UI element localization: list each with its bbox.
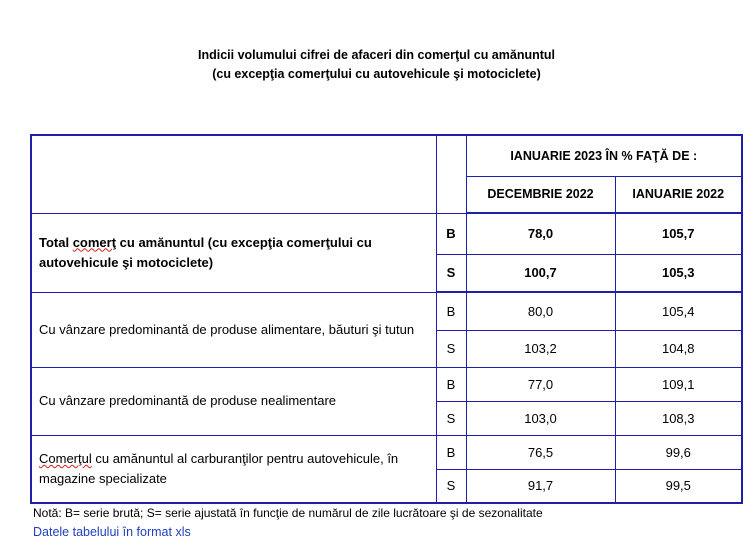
- value-cell: 76,5: [466, 435, 615, 469]
- row-label-nonfood: Cu vânzare predominantă de produse nealimentare: [31, 367, 436, 435]
- series-flag: S: [436, 254, 466, 292]
- value-cell: 105,4: [615, 292, 742, 330]
- value-cell: 78,0: [466, 213, 615, 254]
- series-flag: S: [436, 401, 466, 435]
- series-flag: B: [436, 435, 466, 469]
- value-cell: 99,5: [615, 469, 742, 503]
- value-cell: 108,3: [615, 401, 742, 435]
- value-cell: 91,7: [466, 469, 615, 503]
- value-cell: 77,0: [466, 367, 615, 401]
- row-label-fuel: Comerţul cu amănuntul al carburanţilor pentru autovehicule, în magazine specializate: [31, 435, 436, 503]
- row-label-food: Cu vânzare predominantă de produse alimentare, băuturi şi tutun: [31, 292, 436, 367]
- value-cell: 104,8: [615, 330, 742, 367]
- value-cell: 105,7: [615, 213, 742, 254]
- value-cell: 100,7: [466, 254, 615, 292]
- title-line-1: Indicii volumului cifrei de afaceri din comerţul cu amănuntul: [197, 48, 555, 62]
- title-line-2: (cu excepţia comerţului cu autovehicule şi motociclete): [212, 67, 541, 81]
- value-cell: 103,2: [466, 330, 615, 367]
- value-cell: 105,3: [615, 254, 742, 292]
- series-flag: B: [436, 213, 466, 254]
- value-cell: 80,0: [466, 292, 615, 330]
- series-flag: S: [436, 330, 466, 367]
- value-cell: 103,0: [466, 401, 615, 435]
- series-flag: B: [436, 292, 466, 330]
- header-col-december-2022: DECEMBRIE 2022: [466, 176, 615, 213]
- footnote: Notă: B= serie brută; S= serie ajustată în funcţie de numărul de zile lucrătoare şi de sezonalitate: [33, 506, 543, 520]
- header-empty-flag-cell: [436, 135, 466, 213]
- retail-index-table: [30, 134, 743, 504]
- table-title: [0, 46, 753, 84]
- series-flag: S: [436, 469, 466, 503]
- series-flag: B: [436, 367, 466, 401]
- row-label-total: Total comerţ cu amănuntul (cu excepţia comerţului cu autovehicule şi motociclete): [31, 213, 436, 292]
- header-empty-label-cell: [31, 135, 436, 213]
- value-cell: 99,6: [615, 435, 742, 469]
- value-cell: 109,1: [615, 367, 742, 401]
- header-period: IANUARIE 2023 ÎN % FAŢĂ DE :: [466, 135, 742, 176]
- xls-data-link[interactable]: Datele tabelului în format xls: [33, 525, 191, 539]
- header-col-january-2022: IANUARIE 2022: [615, 176, 742, 213]
